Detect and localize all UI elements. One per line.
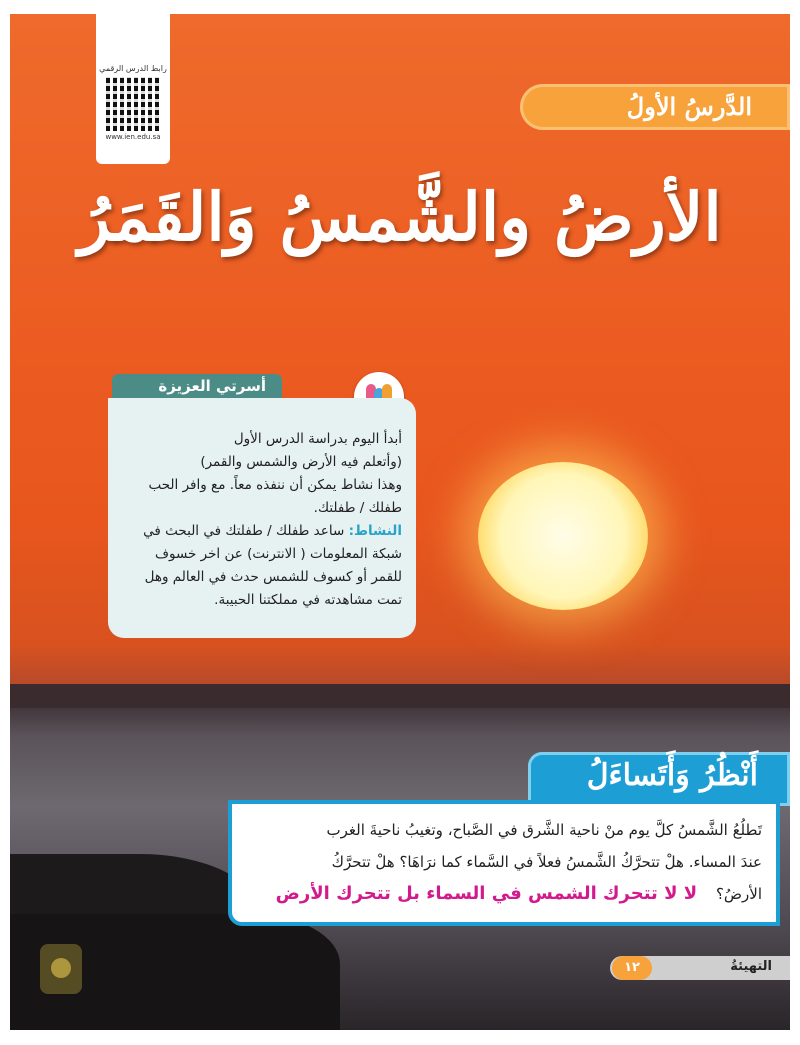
lesson-label: الدَّرسُ الأولُ [626, 92, 752, 121]
family-line: أبدأ اليوم بدراسة الدرس الأول [233, 431, 402, 447]
question-line [246, 878, 762, 910]
qr-url[interactable]: www.ien.edu.sa [105, 133, 161, 141]
footer-section: التهيئةُ [730, 959, 772, 974]
activity-text: ساعد طفلك / طفلتك في البحث في شبكة المعلومات ( الانترنت) عن اخر خسوف للقمر أو كسوف للشمس حدث في العالم وهل تمت مشاهدته في مملكتنا الحبيبة. [143, 523, 402, 608]
qr-label: رابط الدرس الرقمي [99, 64, 167, 73]
page-number: ١٢ [612, 956, 652, 980]
activity-paragraph [122, 520, 402, 612]
family-line: طفلك / طفلتك. [313, 500, 402, 516]
look-and-wonder-box [228, 800, 780, 926]
family-note-box [108, 398, 416, 638]
family-tab [112, 374, 282, 400]
question-end: الأرضُ؟ [715, 885, 762, 903]
qr-panel [96, 14, 170, 164]
handwritten-answer: لا لا تتحرك الشمس في السماء بل تتحرك الأرض [275, 883, 698, 904]
family-line: (وأتعلم فيه الأرض والشمس والقمر) [200, 454, 402, 470]
question-line: تَطلُعُ الشَّمسُ كلَّ يوم منْ ناحية الشَّرق في الصَّباح، وتغيبُ ناحيةَ الغرب [326, 821, 762, 839]
publisher-logo-icon [40, 944, 82, 994]
question-line: عندَ المساء. هلْ تتحرَّكُ الشَّمسُ فعلاً في السَّماء كما نرَاهَا؟ هلْ تتحرَّكُ [331, 853, 762, 871]
family-line: وهذا نشاط يمكن أن ننفذه معاً. مع وافر الحب [148, 477, 402, 493]
page-title: الأرضُ والشَّمسُ وَالقَمَرُ [78, 178, 722, 256]
sun-image [478, 462, 648, 610]
look-tab-label: أَنْظُرُ وَأَتَساءَلُ [586, 758, 758, 793]
look-and-wonder-tab [528, 752, 790, 806]
activity-label: النشاط: [348, 523, 402, 539]
family-tab-label: أسرتي العزيزة [158, 377, 266, 395]
qr-code-icon[interactable] [106, 77, 160, 131]
horizon [10, 684, 790, 708]
lesson-tab [520, 84, 790, 130]
